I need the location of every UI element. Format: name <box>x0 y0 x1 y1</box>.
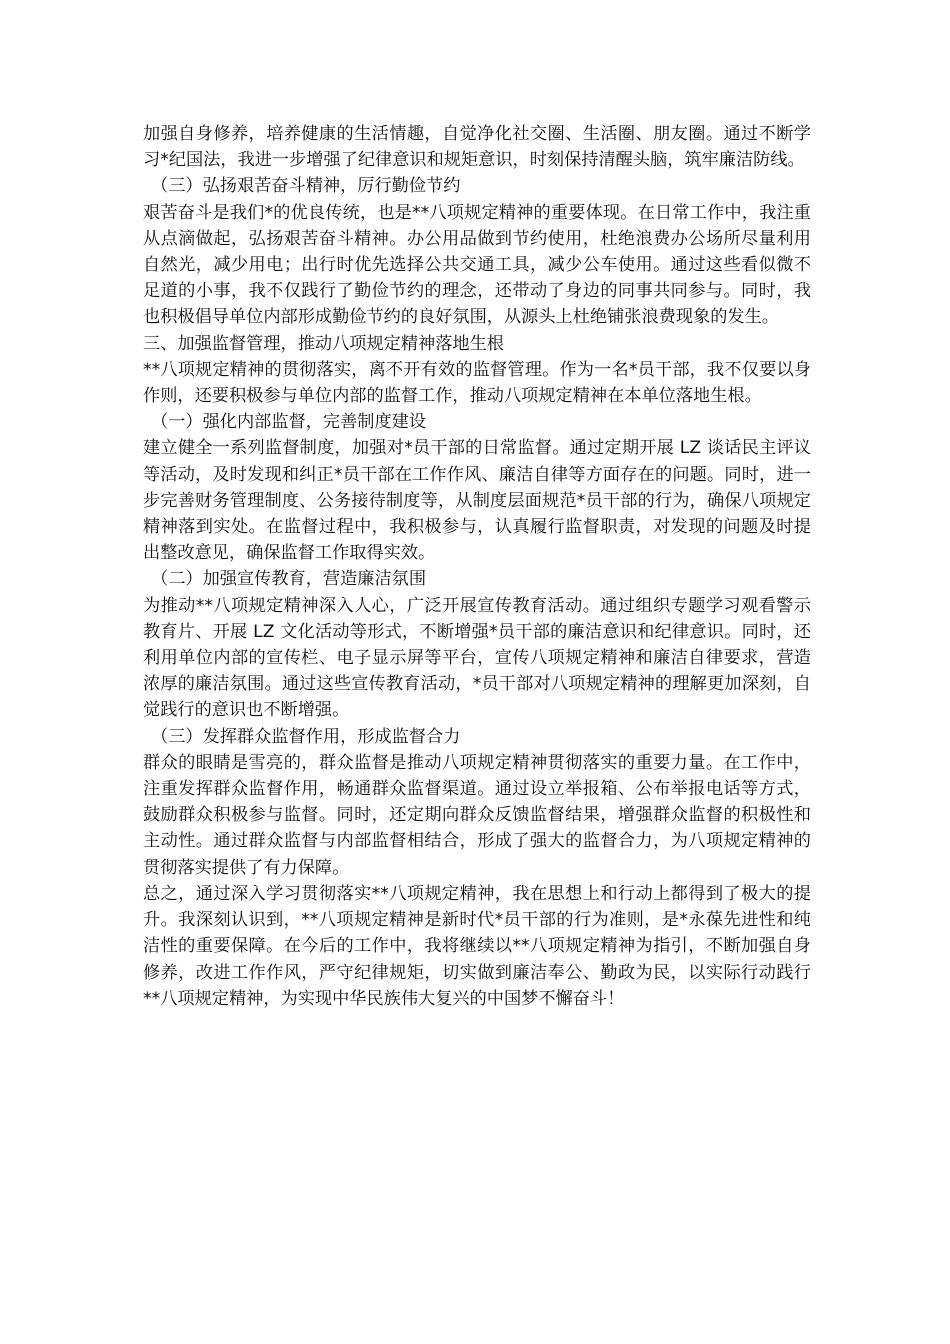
subsection-heading: （一）强化内部监督，完善制度建设 <box>151 412 427 433</box>
closing-paragraph: 总之，通过深入学习贯彻落实**八项规定精神，我在思想上和行动上都得到了极大的提升。我深刻认识到，**八项规定精神是新时代*员干部的行为准则，是*永葆先进性和纯洁性的重要保障。在今后的工作中，我将继续以**八项规定精神为指引，不断加强自身修养，改进工作作风，严守纪律规矩，切实做到廉洁奉公、勤政为民，以实际行动践行**八项规定精神，为实现中华民族伟大复兴的中国梦不懈奋斗！ <box>143 883 811 1009</box>
paragraph: 群众的眼睛是雪亮的，群众监督是推动八项规定精神贯彻落实的重要力量。在工作中，注重发挥群众监督作用，畅通群众监督渠道。通过设立举报箱、公布举报电话等方式，鼓励群众积极参与监督。同时，还定期向群众反馈监督结果，增强群众监督的积极性和主动性。通过群众监督与内部监督相结合，形成了强大的监督合力，为八项规定精神的贯彻落实提供了有力保障。 <box>143 752 811 878</box>
section-heading: 三、加强监督管理，推动八项规定精神落地生根 <box>143 333 504 354</box>
document-page <box>143 121 811 1012</box>
paragraph: **八项规定精神的贯彻落实，离不开有效的监督管理。作为一名*员干部，我不仅要以身作则，还要积极参与单位内部的监督工作，推动八项规定精神在本单位落地生根。 <box>143 359 811 407</box>
subsection-heading: （三）弘扬艰苦奋斗精神，厉行勤俭节约 <box>151 176 461 197</box>
subsection-heading: （二）加强宣传教育，营造廉洁氛围 <box>151 569 427 590</box>
paragraph: 加强自身修养，培养健康的生活情趣，自觉净化社交圈、生活圈、朋友圈。通过不断学习*纪国法，我进一步增强了纪律意识和规矩意识，时刻保持清醒头脑，筑牢廉洁防线。 <box>143 124 811 171</box>
paragraph: 为推动**八项规定精神深入人心，广泛开展宣传教育活动。通过组织专题学习观看警示教育片、开展 LZ 文化活动等形式，不断增强*员干部的廉洁意识和纪律意识。同时，还利用单位内部的宣传栏、电子显示屏等平台，宣传八项规定精神和廉洁自律要求，营造浓厚的廉洁氛围。通过这些宣传教育活动，*员干部对八项规定精神的理解更加深刻，自觉践行的意识也不断增强。 <box>143 595 811 721</box>
paragraph: 建立健全一系列监督制度，加强对*员干部的日常监督。通过定期开展 LZ 谈话民主评议等活动，及时发现和纠正*员干部在工作作风、廉洁自律等方面存在的问题。同时，进一步完善财务管理制度、公务接待制度等，从制度层面规范*员干部的行为，确保八项规定精神落到实处。在监督过程中，我积极参与，认真履行监督职责，对发现的问题及时提出整改意见，确保监督工作取得实效。 <box>143 438 811 564</box>
paragraph: 艰苦奋斗是我们*的优良传统，也是**八项规定精神的重要体现。在日常工作中，我注重从点滴做起，弘扬艰苦奋斗精神。办公用品做到节约使用，杜绝浪费办公场所尽量利用自然光，减少用电；出行时优先选择公共交通工具，减少公车使用。通过这些看似微不足道的小事，我不仅践行了勤俭节约的理念，还带动了身边的同事共同参与。同时，我也积极倡导单位内部形成勤俭节约的良好氛围，从源头上杜绝铺张浪费现象的发生。 <box>143 202 811 328</box>
subsection-heading: （三）发挥群众监督作用，形成监督合力 <box>151 726 461 747</box>
